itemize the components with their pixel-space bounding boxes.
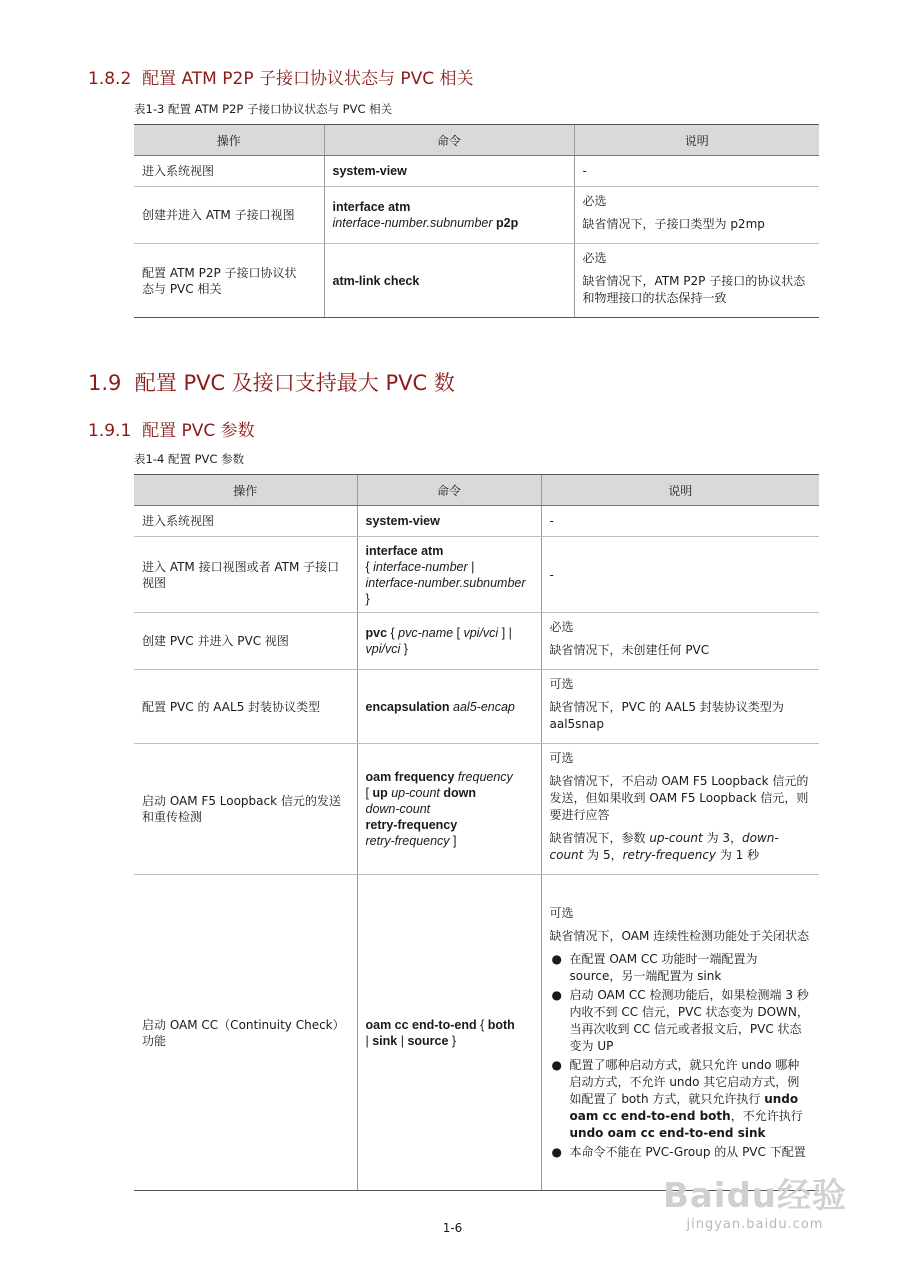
op-cell: 启动 OAM F5 Loopback 信元的发送和重传检测 <box>134 744 357 875</box>
cmd-keyword: up <box>372 786 388 800</box>
desc-line: 缺省情况下，子接口类型为 p2mp <box>582 217 765 231</box>
table-1-3 <box>134 124 819 318</box>
section-number: 1.8.2 <box>88 69 132 89</box>
cmd-punct: { <box>365 559 374 574</box>
table-row <box>134 613 819 670</box>
cmd-cell <box>357 506 541 537</box>
cmd-punct: ] <box>449 834 457 848</box>
cmd-punct: | <box>467 559 475 574</box>
section-heading-1-9-1 <box>88 416 255 441</box>
header-operation: 操作 <box>134 475 357 506</box>
header-description: 说明 <box>574 125 819 156</box>
cmd-keyword: system-view <box>365 514 440 528</box>
desc-line: 可选 <box>549 677 574 691</box>
cmd-keyword: both <box>487 1017 515 1032</box>
cmd-punct: | <box>397 1033 408 1048</box>
cmd-cell <box>357 670 541 744</box>
table-1-4 <box>134 474 819 1191</box>
desc-cell <box>541 613 819 670</box>
cmd-arg: vpi/vci <box>463 626 499 640</box>
op-cell: 进入 ATM 接口视图或者 ATM 子接口视图 <box>134 537 357 613</box>
desc-arg: retry-frequency <box>622 848 717 862</box>
op-line: 配置 ATM P2P 子接口协议状 <box>142 265 297 280</box>
op-cell <box>134 244 324 318</box>
cmd-keyword: source <box>407 1033 449 1048</box>
cmd-punct: ] | <box>498 626 512 640</box>
desc-cell <box>574 187 819 244</box>
cmd-arg: interface-number.subnumber <box>365 575 526 590</box>
section-title: 配置 PVC 参数 <box>142 421 255 441</box>
table-row <box>134 875 819 1191</box>
table-row <box>134 156 819 187</box>
op-cell: 创建并进入 ATM 子接口视图 <box>134 187 324 244</box>
desc-line: 缺省情况下，OAM 连续性检测功能处于关闭状态 <box>549 928 810 943</box>
cmd-keyword: interface atm <box>365 543 444 558</box>
cmd-arg: vpi/vci <box>365 642 401 656</box>
section-number: 1.9.1 <box>88 421 132 441</box>
desc-text: 为 5， <box>583 848 623 862</box>
cmd-cell <box>357 744 541 875</box>
cmd-keyword: p2p <box>496 216 519 230</box>
desc-line: 可选 <box>549 751 574 765</box>
cmd-arg: frequency <box>457 770 513 784</box>
cmd-arg: up-count <box>391 786 440 800</box>
cmd-arg: pvc-name <box>398 626 454 640</box>
desc-line: 缺省情况下，PVC 的 AAL5 封装协议类型为 aal5snap <box>549 700 784 731</box>
op-cell: 创建 PVC 并进入 PVC 视图 <box>134 613 357 670</box>
desc-text: 为 1 秒 <box>716 848 760 862</box>
table-row <box>134 506 819 537</box>
cmd-cell <box>324 187 574 244</box>
bullet-icon: ● <box>551 1057 562 1072</box>
desc-cell: - <box>574 156 819 187</box>
op-cell: 进入系统视图 <box>134 506 357 537</box>
op-cell: 进入系统视图 <box>134 156 324 187</box>
cmd-keyword: down <box>443 786 476 800</box>
cmd-punct: [ <box>365 786 373 800</box>
desc-text: 为 3， <box>702 831 743 845</box>
list-item-text: 在配置 OAM CC 功能时一端配置为 source，另一端配置为 sink <box>569 951 758 983</box>
desc-line: 缺省情况下，ATM P2P 子接口的协议状态和物理接口的状态保持一致 <box>582 274 806 305</box>
desc-line: 缺省情况下，不启动 OAM F5 Loopback 信元的发送，但如果收到 OAM F5 Loopback 信元，则要进行应答 <box>549 774 809 822</box>
cmd-punct: } <box>400 642 408 656</box>
bullet-icon: ● <box>551 1144 562 1159</box>
desc-line: 必选 <box>582 251 607 265</box>
cmd-punct: [ <box>453 626 464 640</box>
desc-command: undo oam cc end-to-end both <box>569 1091 799 1123</box>
header-operation: 操作 <box>134 125 324 156</box>
section-title: 配置 PVC 及接口支持最大 PVC 数 <box>134 371 455 395</box>
section-title: 配置 ATM P2P 子接口协议状态与 PVC 相关 <box>142 69 474 89</box>
list-item <box>551 1057 812 1142</box>
op-cell: 启动 OAM CC（Continuity Check）功能 <box>134 875 357 1191</box>
cmd-cell <box>324 156 574 187</box>
cmd-punct: } <box>448 1033 457 1048</box>
table-row <box>134 744 819 875</box>
cmd-cell <box>357 875 541 1191</box>
desc-line: 必选 <box>549 620 574 634</box>
cmd-keyword: system-view <box>332 164 407 178</box>
cmd-arg: aal5-encap <box>453 699 515 714</box>
cmd-keyword: sink <box>372 1033 398 1048</box>
desc-bullet-list <box>550 951 812 1161</box>
bullet-icon: ● <box>551 951 562 966</box>
desc-cell <box>541 744 819 875</box>
cmd-keyword: oam frequency <box>365 770 455 784</box>
cmd-cell <box>357 613 541 670</box>
cmd-keyword: interface atm <box>332 200 411 214</box>
desc-arg: down-count <box>549 831 779 862</box>
table-row <box>134 537 819 613</box>
desc-cell: - <box>541 537 819 613</box>
cmd-punct: | <box>365 1033 373 1048</box>
header-command: 命令 <box>324 125 574 156</box>
table-caption-1-4: 表1-4 配置 PVC 参数 <box>134 452 245 466</box>
list-item-text: 本命令不能在 PVC-Group 的从 PVC 下配置 <box>569 1144 806 1159</box>
table-header-row <box>134 475 819 506</box>
list-item <box>551 1144 812 1161</box>
watermark-logo: Baidu经验 <box>662 1176 847 1216</box>
cmd-punct: } <box>365 591 370 606</box>
desc-arg: up-count <box>649 831 703 845</box>
section-heading-1-9 <box>88 367 455 397</box>
cmd-arg: retry-frequency <box>365 834 450 848</box>
header-command: 命令 <box>357 475 541 506</box>
cmd-keyword: oam cc end-to-end <box>365 1017 477 1032</box>
cmd-keyword: retry-frequency <box>365 818 458 832</box>
section-heading-1-8-2 <box>88 64 474 89</box>
op-cell: 配置 PVC 的 AAL5 封装协议类型 <box>134 670 357 744</box>
cmd-cell <box>324 244 574 318</box>
desc-text: 缺省情况下，参数 <box>549 831 650 845</box>
header-description: 说明 <box>541 475 819 506</box>
desc-line <box>550 830 812 864</box>
desc-line: 必选 <box>582 194 607 208</box>
list-item-text: 启动 OAM CC 检测功能后，如果检测端 3 秒内收不到 CC 信元，PVC 状态变为 DOWN，当再次收到 CC 信元或者报文后，PVC 状态变为 UP <box>569 987 809 1053</box>
desc-line: 缺省情况下，未创建任何 PVC <box>549 643 710 657</box>
desc-cell <box>541 875 819 1191</box>
cmd-keyword: encapsulation <box>365 699 450 714</box>
list-item-text: ，不允许执行 <box>730 1108 803 1123</box>
cmd-punct: { <box>387 626 399 640</box>
watermark-url: jingyan.baidu.com <box>686 1217 824 1232</box>
list-item <box>551 987 812 1055</box>
section-number: 1.9 <box>88 371 122 395</box>
table-row <box>134 670 819 744</box>
op-line: 态与 PVC 相关 <box>142 281 222 296</box>
cmd-arg: interface-number.subnumber <box>332 216 493 230</box>
list-item-text: 配置了哪种启动方式，就只允许 undo 哪种启动方式，不允许 undo 其它启动方式，例如配置了 both 方式，就只允许执行 <box>569 1057 800 1106</box>
cmd-keyword: pvc <box>365 626 388 640</box>
desc-command: undo oam cc end-to-end sink <box>569 1125 766 1140</box>
desc-cell <box>541 670 819 744</box>
page-number: 1-6 <box>442 1221 463 1235</box>
table-row <box>134 187 819 244</box>
bullet-icon: ● <box>551 987 562 1002</box>
desc-cell <box>574 244 819 318</box>
table-row <box>134 244 819 318</box>
cmd-punct: { <box>476 1017 488 1032</box>
table-header-row <box>134 125 819 156</box>
list-item <box>551 951 812 985</box>
desc-line: 可选 <box>549 905 574 920</box>
cmd-cell <box>357 537 541 613</box>
desc-cell: - <box>541 506 819 537</box>
table-caption-1-3: 表1-3 配置 ATM P2P 子接口协议状态与 PVC 相关 <box>134 102 393 116</box>
cmd-keyword: atm-link check <box>332 273 420 288</box>
cmd-arg: interface-number <box>373 559 468 574</box>
cmd-arg: down-count <box>365 802 431 816</box>
